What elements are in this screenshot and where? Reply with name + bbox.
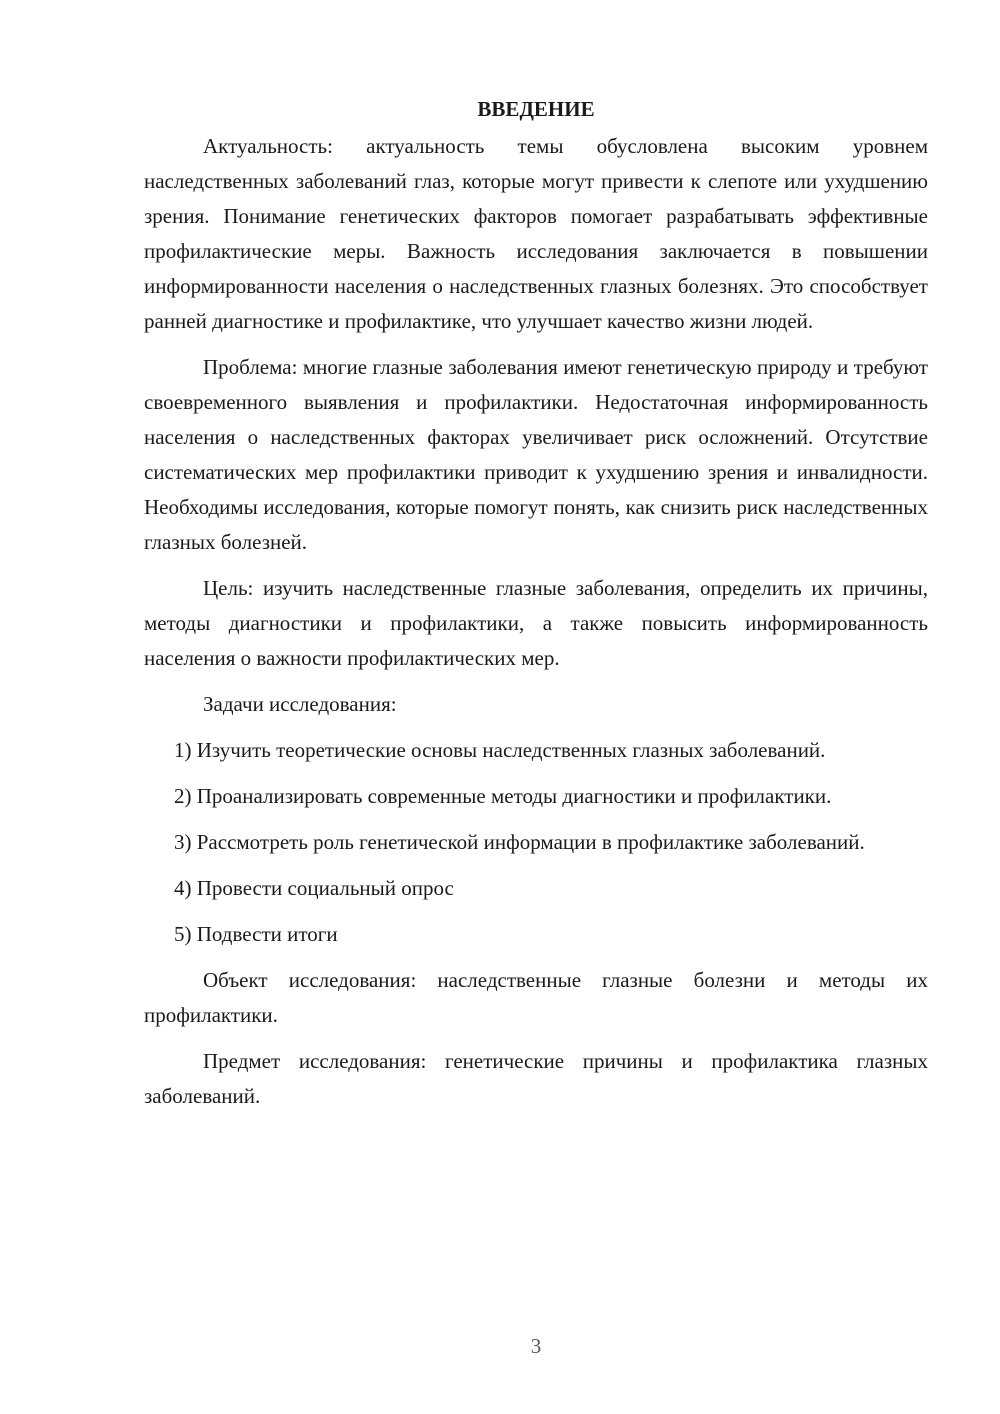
task-item-2: 2) Проанализировать современные методы диагностики и профилактики.: [174, 784, 832, 808]
paragraph-object: Объект исследования: наследственные глазные болезни и методы их профилактики.: [144, 968, 928, 1027]
task-item-1: 1) Изучить теоретические основы наследственных глазных заболеваний.: [174, 738, 826, 762]
document-page: [144, 92, 928, 1125]
section-heading: ВВЕДЕНИЕ: [477, 97, 595, 121]
task-item-4: 4) Провести социальный опрос: [174, 876, 454, 900]
task-item-3: 3) Рассмотреть роль генетической информации в профилактике заболеваний.: [174, 830, 865, 854]
paragraph-relevance: Актуальность: актуальность темы обусловлена высоким уровнем наследственных заболеваний глаз, которые могут привести к слепоте или ухудшению зрения. Понимание генетических факторов помогает разрабатывать эффективные профилактические меры. Важность исследования заключается в повышении информированности населения о наследственных глазных болезнях. Это способствует ранней диагностике и профилактике, что улучшает качество жизни людей.: [144, 134, 928, 333]
paragraph-subject: Предмет исследования: генетические причины и профилактика глазных заболеваний.: [144, 1049, 928, 1108]
paragraph-problem: Проблема: многие глазные заболевания имеют генетическую природу и требуют своевременного выявления и профилактики. Недостаточная информированность населения о наследственных факторах увеличивает риск осложнений. Отсутствие систематических мер профилактики приводит к ухудшению зрения и инвалидности. Необходимы исследования, которые помогут понять, как снизить риск наследственных глазных болезней.: [144, 355, 928, 554]
task-item-5: 5) Подвести итоги: [174, 922, 338, 946]
paragraph-tasks-intro: Задачи исследования:: [203, 692, 397, 716]
paragraph-goal: Цель: изучить наследственные глазные заболевания, определить их причины, методы диагностики и профилактики, а также повысить информированность населения о важности профилактических мер.: [144, 576, 928, 670]
page-number: 3: [530, 1334, 542, 1358]
